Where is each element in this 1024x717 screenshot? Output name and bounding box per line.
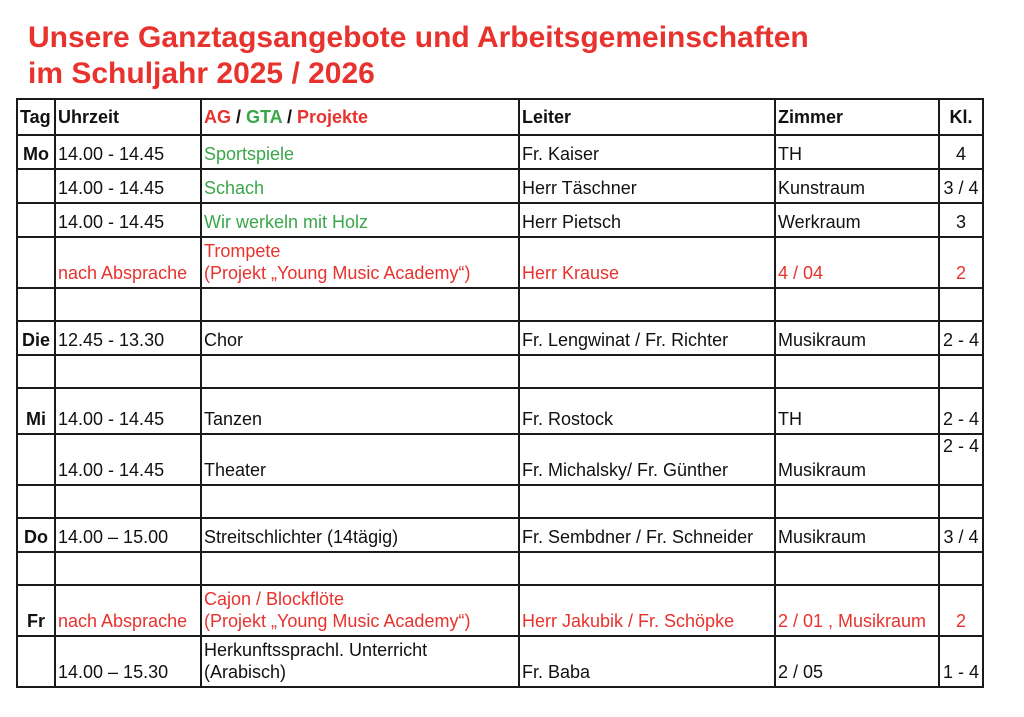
header-leiter: Leiter [519, 99, 775, 135]
empty-cell [17, 485, 55, 518]
angebot-line-2: (Arabisch) [204, 662, 287, 682]
cell-tag [17, 237, 55, 288]
cell-angebot: Schach [201, 169, 519, 203]
empty-cell [775, 288, 939, 321]
cell-kl: 2 [939, 237, 983, 288]
cell-uhrzeit: 12.45 - 13.30 [55, 321, 201, 355]
cell-tag [17, 169, 55, 203]
cell-tag: Mo [17, 135, 55, 169]
cell-zimmer: Musikraum [775, 321, 939, 355]
cell-zimmer: Kunstraum [775, 169, 939, 203]
cell-tag: Mi [17, 388, 55, 434]
cell-uhrzeit: 14.00 - 14.45 [55, 169, 201, 203]
table-row [17, 203, 983, 237]
table-row [17, 321, 983, 355]
cell-angebot: Wir werkeln mit Holz [201, 203, 519, 237]
spacer-row [17, 288, 983, 321]
cell-leiter: Fr. Kaiser [519, 135, 775, 169]
cell-kl: 2 - 4 [939, 388, 983, 434]
cell-tag: Fr [17, 585, 55, 636]
cell-tag: Do [17, 518, 55, 552]
empty-cell [775, 552, 939, 585]
cell-kl: 1 - 4 [939, 636, 983, 687]
cell-leiter: Herr Jakubik / Fr. Schöpke [519, 585, 775, 636]
header-sep: / [282, 107, 298, 127]
empty-cell [519, 485, 775, 518]
cell-leiter: Fr. Baba [519, 636, 775, 687]
angebot-line-2: (Projekt „Young Music Academy“) [204, 611, 471, 631]
cell-leiter: Fr. Rostock [519, 388, 775, 434]
empty-cell [519, 288, 775, 321]
empty-cell [519, 552, 775, 585]
empty-cell [201, 288, 519, 321]
table-row [17, 434, 983, 485]
table-row [17, 585, 983, 636]
cell-zimmer: Musikraum [775, 434, 939, 485]
header-sep: / [231, 107, 247, 127]
empty-cell [519, 355, 775, 388]
table-row [17, 518, 983, 552]
cell-leiter: Fr. Sembdner / Fr. Schneider [519, 518, 775, 552]
cell-zimmer: TH [775, 135, 939, 169]
cell-leiter: Herr Täschner [519, 169, 775, 203]
angebot-line-1: Trompete [204, 241, 281, 261]
angebot-line-1: Cajon / Blockflöte [204, 589, 345, 609]
table-row [17, 237, 983, 288]
title-line-1: Unsere Ganztagsangebote und Arbeitsgemeinschaften [28, 21, 809, 54]
cell-kl: 2 - 4 [939, 321, 983, 355]
cell-angebot [201, 237, 519, 288]
empty-cell [775, 355, 939, 388]
header-projekte: Projekte [297, 107, 369, 127]
header-row [17, 99, 983, 135]
schedule-table [16, 98, 984, 688]
cell-zimmer: 4 / 04 [775, 237, 939, 288]
empty-cell [17, 288, 55, 321]
cell-tag: Die [17, 321, 55, 355]
empty-cell [201, 485, 519, 518]
header-angebot [201, 99, 519, 135]
title-line-2: im Schuljahr 2025 / 2026 [28, 57, 375, 90]
spacer-row [17, 552, 983, 585]
empty-cell [55, 355, 201, 388]
cell-zimmer: 2 / 01 , Musikraum [775, 585, 939, 636]
header-ag: AG [204, 107, 231, 127]
page-title [28, 20, 809, 92]
empty-cell [55, 552, 201, 585]
cell-angebot: Sportspiele [201, 135, 519, 169]
table-row [17, 388, 983, 434]
cell-tag [17, 434, 55, 485]
empty-cell [775, 485, 939, 518]
cell-angebot: Chor [201, 321, 519, 355]
empty-cell [939, 288, 983, 321]
cell-uhrzeit: 14.00 - 14.45 [55, 434, 201, 485]
spacer-row [17, 485, 983, 518]
cell-angebot: Tanzen [201, 388, 519, 434]
empty-cell [201, 552, 519, 585]
cell-leiter: Herr Krause [519, 237, 775, 288]
header-uhrzeit: Uhrzeit [55, 99, 201, 135]
cell-angebot: Streitschlichter (14tägig) [201, 518, 519, 552]
cell-zimmer: Werkraum [775, 203, 939, 237]
cell-kl: 2 [939, 585, 983, 636]
header-kl: Kl. [939, 99, 983, 135]
angebot-line-1: Herkunftssprachl. Unterricht [204, 640, 428, 660]
empty-cell [201, 355, 519, 388]
spacer-row [17, 355, 983, 388]
angebot-line-2: (Projekt „Young Music Academy“) [204, 263, 471, 283]
empty-cell [17, 355, 55, 388]
cell-leiter: Herr Pietsch [519, 203, 775, 237]
cell-kl: 3 [939, 203, 983, 237]
empty-cell [939, 485, 983, 518]
cell-leiter: Fr. Lengwinat / Fr. Richter [519, 321, 775, 355]
cell-zimmer: TH [775, 388, 939, 434]
cell-angebot [201, 636, 519, 687]
empty-cell [939, 552, 983, 585]
header-gta: GTA [246, 107, 283, 127]
cell-tag [17, 203, 55, 237]
cell-zimmer: Musikraum [775, 518, 939, 552]
cell-kl: 2 - 4 [939, 434, 983, 485]
table-row [17, 636, 983, 687]
cell-kl: 3 / 4 [939, 518, 983, 552]
cell-uhrzeit: 14.00 - 14.45 [55, 388, 201, 434]
empty-cell [939, 355, 983, 388]
cell-uhrzeit: nach Absprache [55, 237, 201, 288]
empty-cell [55, 485, 201, 518]
cell-kl: 3 / 4 [939, 169, 983, 203]
header-zimmer: Zimmer [775, 99, 939, 135]
cell-uhrzeit: 14.00 - 14.45 [55, 203, 201, 237]
cell-uhrzeit: 14.00 – 15.30 [55, 636, 201, 687]
cell-zimmer: 2 / 05 [775, 636, 939, 687]
cell-angebot [201, 585, 519, 636]
cell-leiter: Fr. Michalsky/ Fr. Günther [519, 434, 775, 485]
table-row [17, 169, 983, 203]
cell-tag [17, 636, 55, 687]
cell-angebot: Theater [201, 434, 519, 485]
empty-cell [17, 552, 55, 585]
empty-cell [55, 288, 201, 321]
cell-uhrzeit: nach Absprache [55, 585, 201, 636]
table-row [17, 135, 983, 169]
header-tag: Tag [17, 99, 55, 135]
cell-uhrzeit: 14.00 – 15.00 [55, 518, 201, 552]
cell-kl: 4 [939, 135, 983, 169]
cell-uhrzeit: 14.00 - 14.45 [55, 135, 201, 169]
